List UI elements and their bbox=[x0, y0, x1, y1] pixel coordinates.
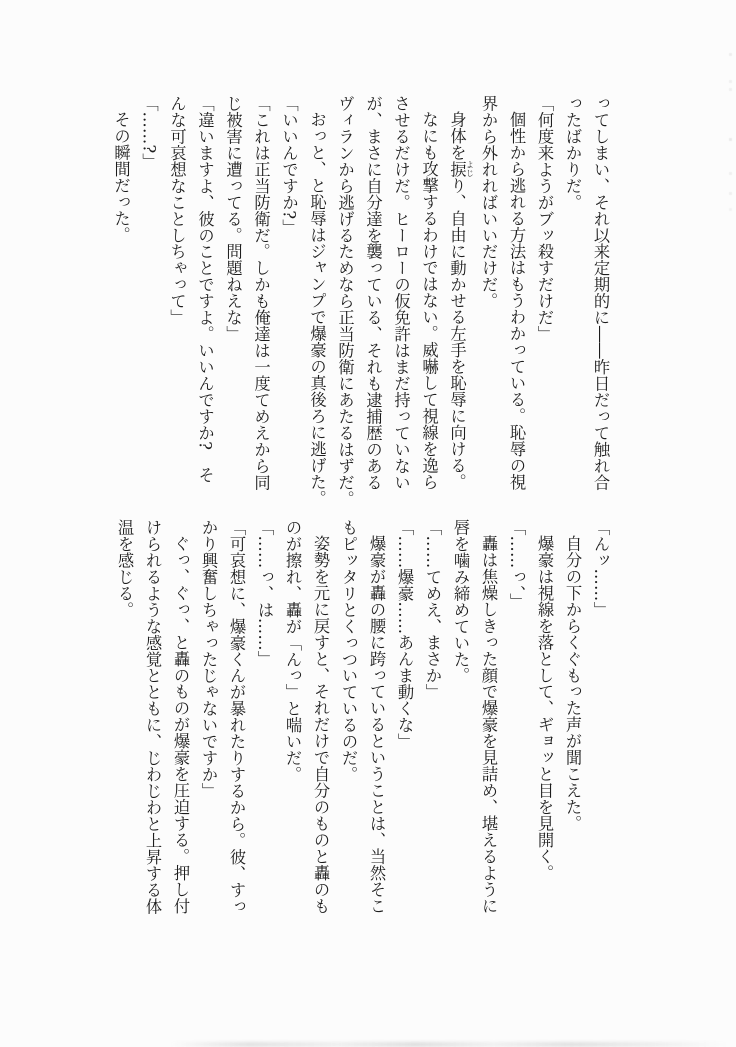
text-line: 爆豪が轟の腰に跨っているということは、当然そこ bbox=[367, 535, 386, 915]
ruby-base: 捩 bbox=[447, 160, 467, 178]
text-line: 「違いますよ、彼のことですよ。いいんですか? そ bbox=[195, 95, 215, 484]
text-line: が、まさに自分達を襲っている、それも逮捕歴のある bbox=[363, 95, 383, 491]
text-line: おっと、と恥辱はジャンプで爆豪の真後ろに逃げた。 bbox=[307, 111, 327, 508]
text-line: 「これは正当防衛だ。しかも俺達は一度てめえから同 bbox=[251, 95, 271, 491]
text-line: じ被害に遭ってる。問題ねえな」 bbox=[223, 95, 243, 343]
text-line: その瞬間だった。 bbox=[111, 111, 131, 244]
ruby-annotation bbox=[447, 160, 475, 178]
text-line: 唇を噛み締めていた。 bbox=[451, 519, 470, 684]
ruby-reading: よじ bbox=[465, 160, 475, 178]
text-line: ってしまい、それ以来定期的に――昨日だって触れ合 bbox=[591, 95, 610, 491]
lower-text-block bbox=[110, 519, 614, 923]
text-line: けられるような感覚とともに、じわじわと上昇する体 bbox=[143, 519, 162, 915]
text-line: のが擦れ、轟が「んっ」と喘いだ。 bbox=[283, 519, 302, 783]
text-line: 「可哀想に、爆豪くんが暴れたりするから。彼、すっ bbox=[227, 519, 246, 915]
text-line: 「何度来ようがブッ殺すだけだ」 bbox=[535, 95, 554, 343]
text-line: 爆豪は視線を落として、ギョッと目を見開く。 bbox=[535, 535, 554, 882]
text-line: ったばかりだ。 bbox=[563, 95, 582, 211]
scan-bleedthrough-specks bbox=[729, 0, 732, 3]
text-line: 温を感じる。 bbox=[115, 519, 134, 618]
text-line: 「いいんですか?」 bbox=[279, 95, 299, 236]
ruby-post-text: り、自由に動かせる左手を恥辱に向ける。 bbox=[447, 177, 467, 491]
ruby-pre-text: 身体を bbox=[447, 111, 467, 161]
text-line: 個性から逃れる方法はもうわかっている。恥辱の視 bbox=[507, 111, 526, 491]
text-line bbox=[443, 95, 475, 499]
text-line: させるだけだ。ヒーローの仮免許はまだ持っていない bbox=[391, 95, 411, 491]
text-line: ぐっ、ぐっ、と轟のものが爆豪を圧迫する。押し付 bbox=[171, 535, 190, 915]
text-line: 「……てめえ、まさか」 bbox=[423, 519, 442, 701]
text-line: 「んッ……」 bbox=[591, 519, 610, 618]
text-line: 「……っ、は……」 bbox=[255, 519, 274, 668]
text-line: 「……?」 bbox=[139, 95, 159, 170]
text-line: 界から外れればいいだけだ。 bbox=[479, 95, 498, 310]
text-line: 「……爆豪……あんま動くな」 bbox=[395, 519, 414, 750]
text-line: 自分の下からくぐもった声が聞こえた。 bbox=[563, 535, 582, 833]
text-line: 「……っ、」 bbox=[507, 519, 526, 610]
text-line: かり興奮しちゃったじゃないですか」 bbox=[199, 519, 218, 800]
text-line: ヴィランから逃げるためなら正当防衛にあたるはずだ。 bbox=[335, 95, 355, 508]
text-line: んな可哀想なことしちゃって」 bbox=[167, 95, 187, 326]
scan-edge-shadow bbox=[170, 1042, 728, 1047]
text-line: もピッタリとくっついているのだ。 bbox=[339, 519, 358, 783]
text-line: 轟は焦燥しきった顔で爆豪を見詰め、堪えるように bbox=[479, 535, 498, 915]
text-line: なにも攻撃するわけではない。威嚇して視線を逸ら bbox=[419, 111, 439, 491]
text-line: 姿勢を元に戻すと、それだけで自分のものと轟のも bbox=[311, 535, 330, 915]
upper-text-block bbox=[107, 95, 615, 508]
